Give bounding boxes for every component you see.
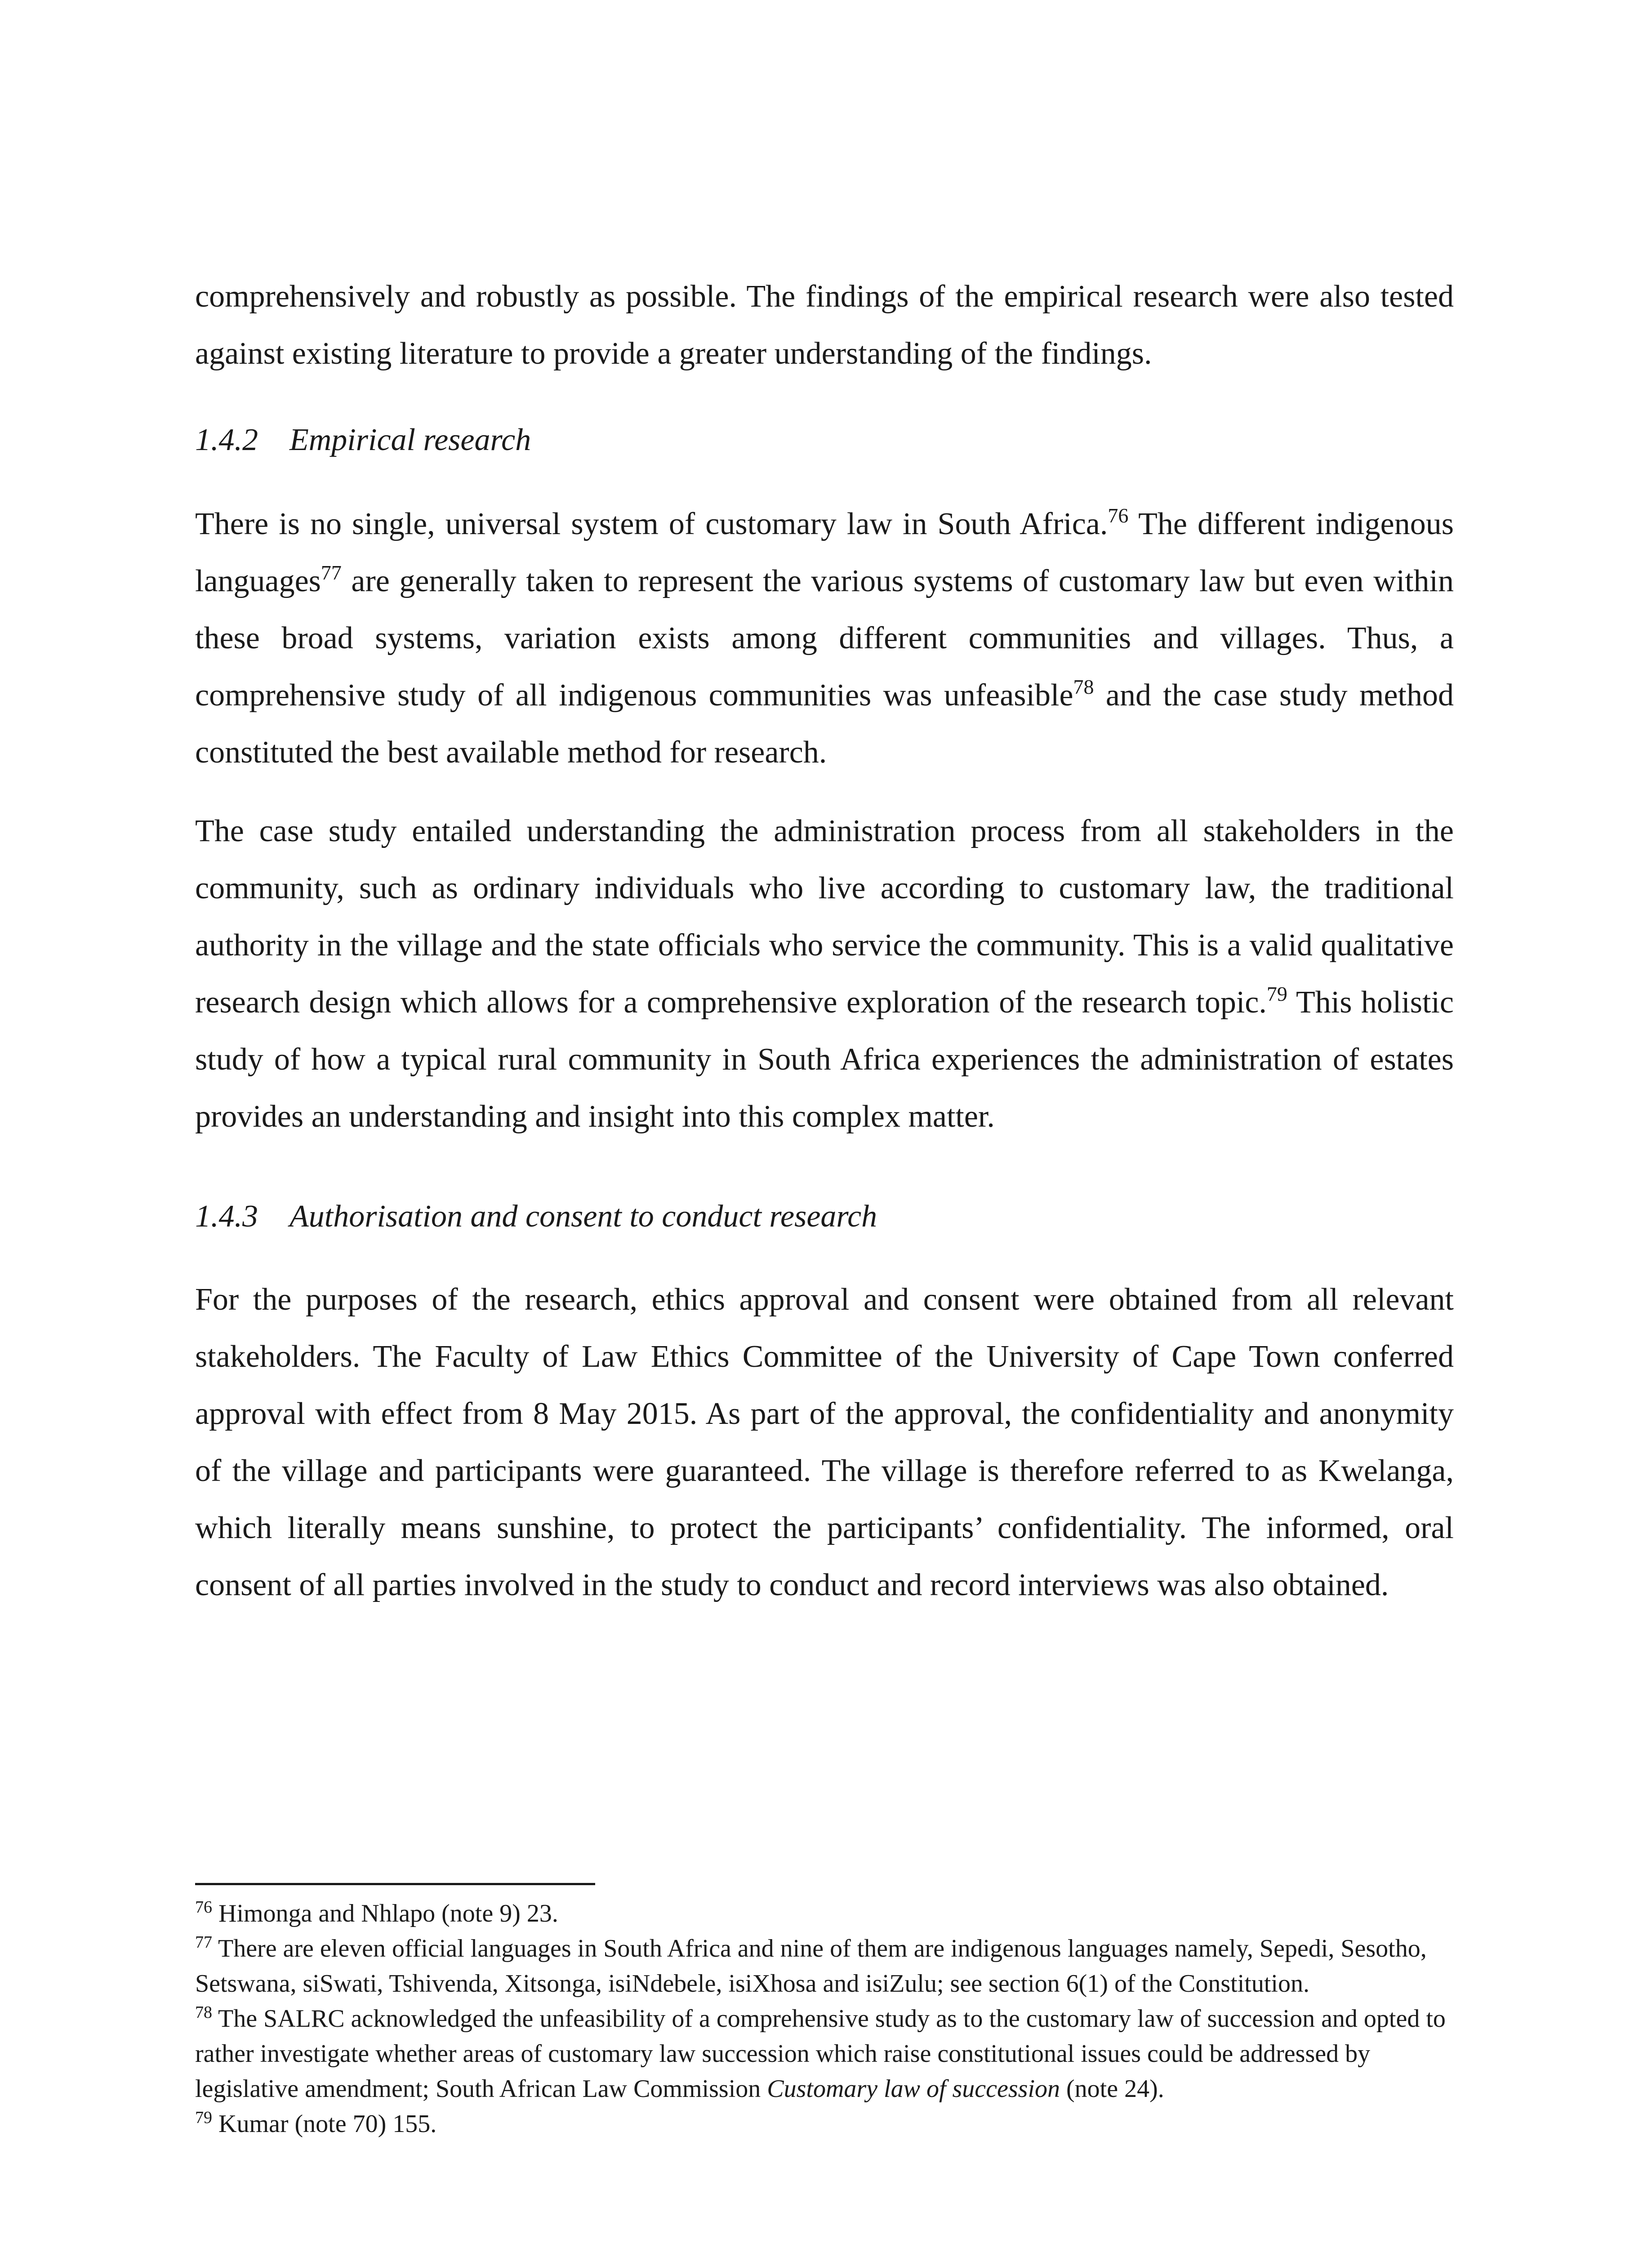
footnote-79 (195, 2106, 1454, 2141)
footnote-number: 76 (195, 1898, 212, 1917)
text-run: This holistic study of how a typical rural community in South Africa experiences the administration of estates provides an understanding and insight into this complex matter. (195, 985, 1454, 1134)
section-number: 1.4.3 (195, 1199, 258, 1234)
footnote-ref-78[interactable]: 78 (1073, 675, 1094, 698)
paragraph-intro (195, 268, 1454, 382)
section-heading-1-4-3 (195, 1188, 877, 1245)
section-title: Authorisation and consent to conduct research (289, 1199, 877, 1234)
paragraph-authorisation (195, 1271, 1454, 1614)
footnote-77 (195, 1931, 1454, 2001)
footnote-divider (195, 1883, 595, 1885)
paragraph-intro-text: comprehensively and robustly as possible. The findings of the empirical research were also tested against existing literature to provide a greater understanding of the findings. (195, 279, 1454, 371)
footnote-ref-77[interactable]: 77 (321, 561, 342, 584)
footnote-text: Himonga and Nhlapo (note 9) 23. (212, 1900, 558, 1927)
section-title: Empirical research (289, 423, 531, 457)
text-run: The case study entailed understanding the administration process from all stakeholders in the community, such as ordinary individuals who live according to customary law, the traditional authority in the village and the state officials who service the community. This is a valid qualitative research design which allows for a comprehensive exploration of the research topic. (195, 814, 1454, 1020)
paragraph-customary-law (195, 495, 1454, 781)
footnote-76 (195, 1896, 1454, 1931)
footnote-text: (note 24). (1060, 2075, 1164, 2103)
text-run: For the purposes of the research, ethics approval and consent were obtained from all relevant stakeholders. The Faculty of Law Ethics Committee of the University of Cape Town conferred approval with effect from 8 May 2015. As part of the approval, the confidentiality and anonymity of the village and participants were guaranteed. The village is therefore referred to as Kwelanga, which literally means sunshine, to protect the participants’ confidentiality. The informed, oral consent of all parties involved in the study to conduct and record interviews was also obtained. (195, 1282, 1454, 1602)
footnote-number: 78 (195, 2003, 212, 2022)
footnote-ref-76[interactable]: 76 (1108, 504, 1129, 527)
text-run: are generally taken to represent the various systems of customary law but even within these broad systems, variation exists among different communities and villages. Thus, a comprehensive study of all indigenous communities was unfeasible (195, 564, 1454, 713)
footnote-number: 77 (195, 1933, 212, 1952)
cited-work-title: Customary law of succession (767, 2075, 1060, 2103)
footnotes (195, 1896, 1454, 2141)
text-run: The different indigenous languages (195, 507, 1454, 598)
footnote-text: There are eleven official languages in South Africa and nine of them are indigenous languages namely, Sepedi, Sesotho, Setswana, siSwati, Tshivenda, Xitsonga, isiNdebele, isiXhosa and isiZulu; see section 6(1) of the Constitution. (195, 1935, 1427, 1998)
footnote-ref-79[interactable]: 79 (1266, 982, 1287, 1005)
text-run: and the case study method constituted the best available method for research. (195, 678, 1454, 770)
text-run: There is no single, universal system of customary law in South Africa. (195, 507, 1108, 541)
section-number: 1.4.2 (195, 423, 258, 457)
footnote-text: Kumar (note 70) 155. (212, 2110, 437, 2138)
footnote-number: 79 (195, 2108, 212, 2127)
footnote-78 (195, 2001, 1454, 2106)
section-heading-1-4-2 (195, 411, 531, 468)
paragraph-case-study (195, 803, 1454, 1145)
footnote-text: The SALRC acknowledged the unfeasibility of a comprehensive study as to the customary law of succession and opted to rather investigate whether areas of customary law succession which raise constitutional issues could be addressed by legislative amendment; South African Law Commission (195, 2005, 1446, 2103)
